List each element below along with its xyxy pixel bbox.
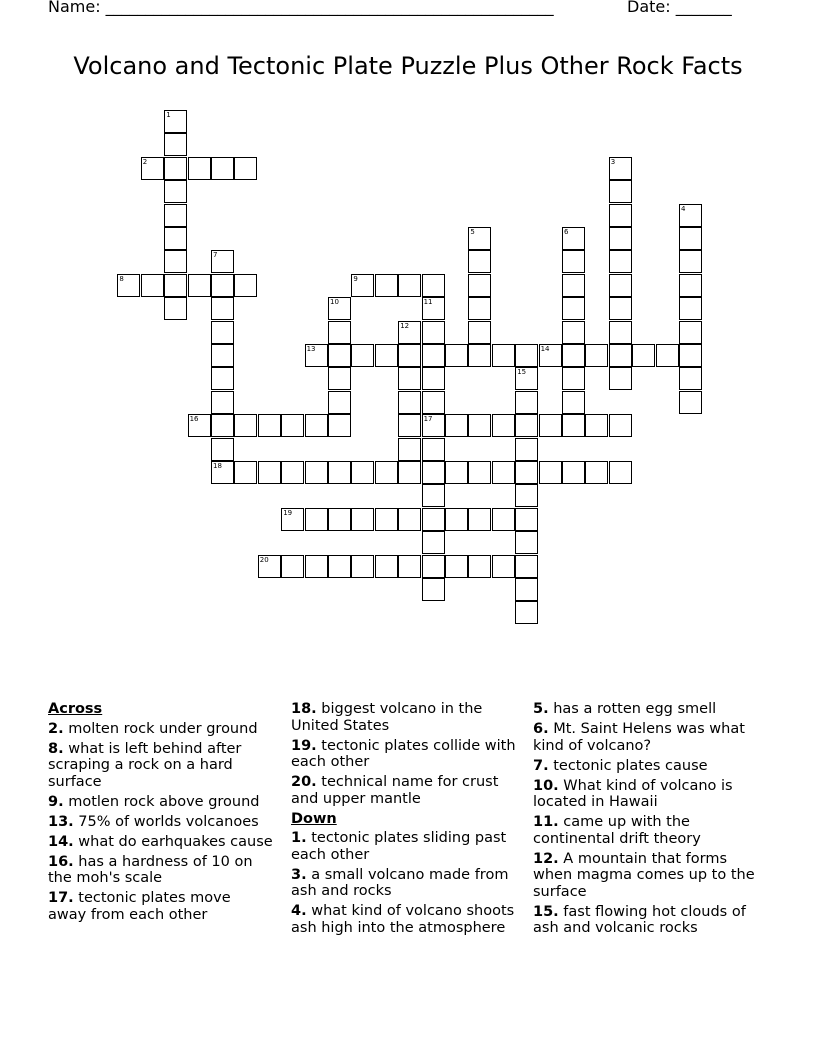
clue-down-3: 3. a small volcano made from ash and rocks	[291, 866, 509, 899]
grid-cell[interactable]	[656, 344, 679, 367]
grid-cell[interactable]	[562, 250, 585, 273]
grid-cell[interactable]	[281, 461, 304, 484]
cell-number: 6	[564, 228, 569, 236]
cell-number: 10	[330, 298, 339, 307]
grid-cell[interactable]	[398, 461, 421, 484]
grid-cell[interactable]	[211, 321, 234, 344]
grid-cell[interactable]	[468, 414, 491, 437]
grid-cell[interactable]	[234, 157, 257, 180]
clue-down-5: 5. has a rotten egg smell	[533, 701, 717, 717]
grid-cell[interactable]	[468, 297, 491, 320]
grid-cell[interactable]	[234, 461, 257, 484]
grid-cell[interactable]	[164, 180, 187, 203]
clue-across-8: 8. what is left behind after scraping a rock on a hard surface	[48, 740, 242, 790]
clue-across-2: 2. molten rock under ground	[48, 720, 258, 737]
page-title: Volcano and Tectonic Plate Puzzle Plus Other Rock Facts	[73, 52, 743, 80]
grid-cell[interactable]	[422, 367, 445, 390]
grid-cell[interactable]	[422, 508, 445, 531]
clue-down-7: 7. tectonic plates cause	[533, 757, 708, 774]
down-heading: Down	[291, 810, 337, 827]
grid-cell[interactable]	[211, 157, 234, 180]
grid-cell[interactable]	[422, 438, 445, 461]
clue-across-19: 19. tectonic plates collide with each other	[291, 737, 516, 770]
grid-cell[interactable]	[398, 321, 421, 344]
grid-cell[interactable]	[281, 555, 304, 578]
grid-cell[interactable]	[211, 344, 234, 367]
grid-cell[interactable]	[211, 250, 234, 273]
cell-number: 14	[540, 345, 550, 353]
clue-down-4: 4. what kind of volcano shoots ash high into the atmosphere	[291, 903, 515, 936]
clue-across-13: 13. 75% of worlds volcanoes	[48, 813, 259, 830]
cell-number: 2	[142, 157, 148, 166]
grid-cell[interactable]	[328, 414, 351, 437]
grid-cell[interactable]	[164, 133, 187, 156]
grid-cell[interactable]	[515, 344, 538, 367]
grid-cell[interactable]	[679, 297, 702, 320]
clue-column-2	[291, 701, 516, 940]
grid-cell[interactable]	[492, 461, 515, 484]
grid-cell[interactable]	[609, 297, 632, 320]
grid-cell[interactable]	[492, 344, 515, 367]
grid-cell[interactable]	[515, 508, 538, 531]
clue-across-17: 17. tectonic plates move away from each other	[48, 890, 231, 923]
grid-cell[interactable]	[422, 555, 445, 578]
grid-cell[interactable]	[305, 555, 328, 578]
grid-cell[interactable]	[609, 461, 632, 484]
cell-number: 5	[470, 228, 475, 236]
grid-cell[interactable]	[305, 344, 328, 367]
grid-cell[interactable]	[328, 461, 351, 484]
cell-number: 4	[681, 204, 686, 213]
grid-cell[interactable]	[609, 321, 632, 344]
grid-cell[interactable]	[562, 367, 585, 390]
grid-cell[interactable]	[562, 297, 585, 320]
grid-cell[interactable]	[679, 227, 702, 250]
grid-cell[interactable]	[117, 274, 140, 297]
grid-cell[interactable]	[188, 414, 211, 437]
cell-number: 18	[213, 462, 222, 470]
grid-cell[interactable]	[281, 508, 304, 531]
cell-number: 3	[610, 157, 616, 166]
grid-cell[interactable]	[515, 555, 538, 578]
grid-cell[interactable]	[234, 274, 257, 297]
clue-down-11: 11. came up with the continental drift theory	[533, 814, 701, 847]
name-field-label: Name: ________________________________________________________	[48, 0, 554, 16]
grid-cell[interactable]	[422, 297, 445, 320]
grid-cell[interactable]	[281, 414, 304, 437]
grid-cell[interactable]	[679, 367, 702, 390]
grid-cell[interactable]	[328, 344, 351, 367]
grid-cell[interactable]	[211, 297, 234, 320]
grid-cell[interactable]	[398, 274, 421, 297]
grid-cell[interactable]	[562, 414, 585, 437]
grid-cell[interactable]	[211, 414, 234, 437]
grid-cell[interactable]	[305, 508, 328, 531]
grid-cell[interactable]	[515, 391, 538, 414]
grid-cell[interactable]	[422, 414, 445, 437]
grid-cell[interactable]	[141, 274, 164, 297]
cell-number: 12	[400, 321, 410, 330]
grid-cell[interactable]	[515, 461, 538, 484]
cell-number: 13	[306, 345, 316, 353]
grid-cell[interactable]	[328, 297, 351, 320]
grid-cell[interactable]	[211, 438, 234, 461]
cell-number: 17	[423, 415, 433, 424]
clue-column-3	[533, 701, 758, 940]
grid-cell[interactable]	[351, 344, 374, 367]
grid-cell[interactable]	[609, 367, 632, 390]
grid-cell[interactable]	[398, 391, 421, 414]
grid-cell[interactable]	[515, 367, 538, 390]
clue-across-18: 18. biggest volcano in the United States	[291, 701, 483, 734]
grid-cell[interactable]	[679, 204, 702, 227]
grid-cell[interactable]	[609, 274, 632, 297]
grid-cell[interactable]	[375, 461, 398, 484]
grid-cell[interactable]	[468, 508, 491, 531]
grid-cell[interactable]	[305, 414, 328, 437]
cell-number: 1	[166, 111, 171, 119]
grid-cell[interactable]	[164, 297, 187, 320]
grid-cell[interactable]	[468, 274, 491, 297]
grid-cell[interactable]	[422, 344, 445, 367]
grid-cell[interactable]	[141, 157, 164, 180]
grid-cell[interactable]	[398, 414, 421, 437]
clue-down-15: 15. fast flowing hot clouds of ash and volcanic rocks	[533, 903, 746, 936]
grid-cell[interactable]	[422, 321, 445, 344]
grid-cell[interactable]	[422, 274, 445, 297]
grid-cell[interactable]	[164, 274, 187, 297]
cell-number: 8	[119, 274, 124, 283]
grid-cell[interactable]	[375, 508, 398, 531]
clue-down-6: 6. Mt. Saint Helens was what kind of volcano?	[533, 721, 745, 754]
grid-cell[interactable]	[679, 274, 702, 297]
grid-cell[interactable]	[562, 321, 585, 344]
cell-number: 7	[213, 251, 218, 260]
grid-cell[interactable]	[328, 555, 351, 578]
grid-cell[interactable]	[609, 204, 632, 227]
grid-cell[interactable]	[609, 344, 632, 367]
date-field-label: Date: _______	[627, 0, 732, 16]
grid-cell[interactable]	[328, 508, 351, 531]
grid-cell[interactable]	[398, 555, 421, 578]
grid-cell[interactable]	[422, 484, 445, 507]
grid-cell[interactable]	[445, 508, 468, 531]
grid-cell[interactable]	[351, 555, 374, 578]
grid-cell[interactable]	[539, 414, 562, 437]
grid-cell[interactable]	[164, 227, 187, 250]
grid-cell[interactable]	[445, 555, 468, 578]
grid-cell[interactable]	[422, 461, 445, 484]
grid-cell[interactable]	[258, 555, 281, 578]
grid-cell[interactable]	[422, 391, 445, 414]
grid-cell[interactable]	[562, 391, 585, 414]
grid-cell[interactable]	[422, 578, 445, 601]
cell-number: 16	[189, 415, 199, 424]
cell-number: 9	[353, 274, 358, 283]
grid-cell[interactable]	[445, 344, 468, 367]
grid-cell[interactable]	[468, 555, 491, 578]
grid-cell[interactable]	[398, 508, 421, 531]
grid-cell[interactable]	[375, 344, 398, 367]
grid-cell[interactable]	[679, 344, 702, 367]
grid-cell[interactable]	[211, 391, 234, 414]
grid-cell[interactable]	[585, 344, 608, 367]
grid-cell[interactable]	[492, 508, 515, 531]
grid-cell[interactable]	[539, 461, 562, 484]
grid-cell[interactable]	[468, 344, 491, 367]
grid-cell[interactable]	[609, 250, 632, 273]
grid-cell[interactable]	[164, 157, 187, 180]
grid-cell[interactable]	[398, 344, 421, 367]
grid-cell[interactable]	[328, 321, 351, 344]
grid-cell[interactable]	[468, 321, 491, 344]
grid-cell[interactable]	[445, 414, 468, 437]
clue-across-16: 16. has a hardness of 10 on the moh's scale	[48, 853, 253, 886]
grid-cell[interactable]	[398, 367, 421, 390]
grid-cell[interactable]	[515, 601, 538, 624]
grid-cell[interactable]	[562, 461, 585, 484]
grid-cell[interactable]	[445, 461, 468, 484]
grid-cell[interactable]	[492, 414, 515, 437]
cell-number: 15	[517, 368, 527, 377]
grid-cell[interactable]	[515, 578, 538, 601]
clue-column-1	[48, 701, 273, 927]
grid-cell[interactable]	[188, 157, 211, 180]
grid-cell[interactable]	[562, 274, 585, 297]
grid-cell[interactable]	[539, 344, 562, 367]
grid-cell[interactable]	[609, 227, 632, 250]
clue-down-12: 12. A mountain that forms when magma comes up to the surface	[533, 850, 755, 900]
grid-cell[interactable]	[515, 484, 538, 507]
grid-cell[interactable]	[375, 555, 398, 578]
grid-cell[interactable]	[632, 344, 655, 367]
grid-cell[interactable]	[234, 414, 257, 437]
grid-cell[interactable]	[679, 391, 702, 414]
grid-cell[interactable]	[258, 414, 281, 437]
clue-down-1: 1. tectonic plates sliding past each other	[291, 830, 507, 863]
grid-cell[interactable]	[609, 157, 632, 180]
grid-cell[interactable]	[328, 391, 351, 414]
grid-cell[interactable]	[679, 321, 702, 344]
grid-cell[interactable]	[211, 461, 234, 484]
grid-cell[interactable]	[305, 461, 328, 484]
grid-cell[interactable]	[585, 461, 608, 484]
grid-cell[interactable]	[351, 461, 374, 484]
grid-cell[interactable]	[328, 367, 351, 390]
cell-number: 20	[259, 555, 269, 564]
grid-cell[interactable]	[609, 414, 632, 437]
clue-across-20: 20. technical name for crust and upper mantle	[291, 774, 499, 807]
grid-cell[interactable]	[211, 367, 234, 390]
grid-cell[interactable]	[398, 438, 421, 461]
cell-number: 19	[283, 508, 293, 517]
clue-across-14: 14. what do earhquakes cause	[48, 833, 273, 850]
grid-cell[interactable]	[585, 414, 608, 437]
across-heading: Across	[48, 701, 103, 717]
grid-cell[interactable]	[468, 250, 491, 273]
grid-cell[interactable]	[515, 438, 538, 461]
grid-cell[interactable]	[422, 531, 445, 554]
grid-cell[interactable]	[258, 461, 281, 484]
grid-cell[interactable]	[562, 344, 585, 367]
grid-cell[interactable]	[468, 461, 491, 484]
grid-cell[interactable]	[351, 508, 374, 531]
grid-cell[interactable]	[679, 250, 702, 273]
grid-cell[interactable]	[375, 274, 398, 297]
grid-cell[interactable]	[211, 274, 234, 297]
grid-cell[interactable]	[188, 274, 211, 297]
clue-across-9: 9. motlen rock above ground	[48, 793, 260, 810]
grid-cell[interactable]	[515, 414, 538, 437]
grid-cell[interactable]	[164, 204, 187, 227]
grid-cell[interactable]	[609, 180, 632, 203]
grid-cell[interactable]	[562, 227, 585, 250]
grid-cell[interactable]	[468, 227, 491, 250]
grid-cell[interactable]	[164, 110, 187, 133]
cell-number: 11	[423, 298, 433, 307]
grid-cell[interactable]	[164, 250, 187, 273]
grid-cell[interactable]	[351, 274, 374, 297]
grid-cell[interactable]	[492, 555, 515, 578]
clue-down-10: 10. What kind of volcano is located in Hawaii	[533, 777, 733, 810]
grid-cell[interactable]	[515, 531, 538, 554]
